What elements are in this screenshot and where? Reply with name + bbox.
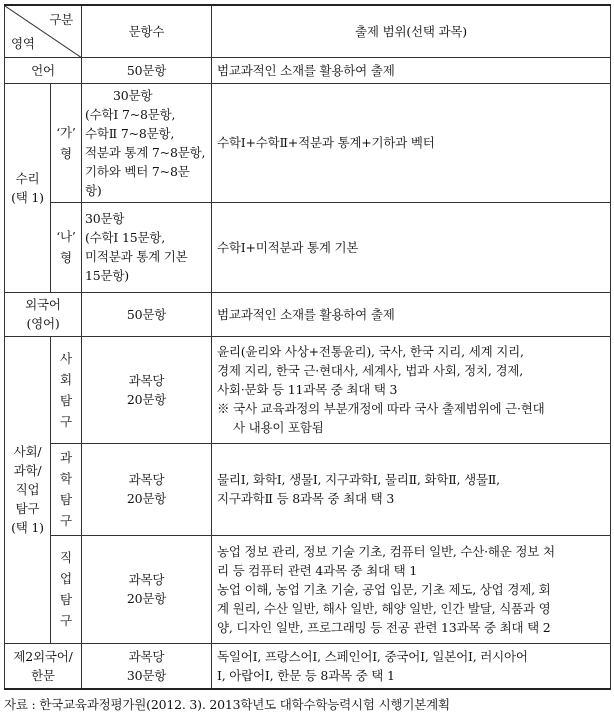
- scope-suri-na: 수학Ⅰ+미적분과 통계 기본: [212, 202, 611, 292]
- scope-line: 리 등 컴퓨터 관련 4과목 중 최대 택 1: [217, 562, 418, 578]
- area-tamgu-line: 탐구: [15, 501, 40, 516]
- area-foreign-line1: 외국어: [25, 297, 61, 312]
- count-line: 30문항: [85, 211, 125, 226]
- sub-char: 탐: [60, 592, 72, 607]
- source-note: 자료 : 한국교육과정평가원(2012. 3). 2013학년도 대학수학능력시험 시행기본계획: [4, 697, 450, 712]
- area-second-lang-line1: 제2외국어/: [13, 648, 73, 664]
- count-vocational: [82, 535, 212, 643]
- count-second-lang: [82, 643, 212, 689]
- sub-char: 업: [60, 571, 72, 586]
- scope-eoneo: 범교과적인 소재를 활용하여 출제: [212, 57, 611, 83]
- table-row-vocational: [5, 535, 611, 643]
- sub-char: 회: [60, 371, 72, 387]
- count-line: 기하와 벡터 7~8문항): [85, 163, 190, 198]
- count-line: 과목당: [128, 572, 165, 587]
- scope-line: 농업 정보 관리, 정보 기술 기초, 컴퓨터 일반, 수산·해운 정보 처: [217, 543, 555, 559]
- header-area: 영역: [11, 35, 35, 51]
- area-eoneo: 언어: [5, 57, 82, 83]
- count-line: 과목당: [128, 472, 165, 487]
- count-line: 미적분과 통계 기본: [85, 249, 188, 264]
- sub-char: 구: [60, 613, 72, 628]
- count-foreign: 50문항: [82, 292, 212, 336]
- area-tamgu-line: (택 1): [11, 520, 44, 535]
- sub-science: [51, 443, 82, 535]
- count-suri-na: [82, 202, 212, 292]
- count-line: 과목당: [128, 372, 165, 388]
- scope-suri-ga: 수학Ⅰ+수학Ⅱ+적분과 통계+기하과 벡터: [212, 83, 611, 202]
- sub-char: 탐: [60, 492, 72, 507]
- scope-line: 양, 디자인 일반, 프로그래밍 등 전공 관련 13과목 중 최대 택 2: [217, 619, 551, 635]
- count-line: (수학Ⅰ 15문항,: [85, 230, 165, 245]
- scope-line: 물리Ⅰ, 화학Ⅰ, 생물Ⅰ, 지구과학Ⅰ, 물리Ⅱ, 화학Ⅱ, 생물Ⅱ,: [217, 472, 500, 487]
- sub-char: 탐: [60, 392, 72, 408]
- count-suri-ga: [82, 83, 212, 202]
- area-foreign-line2: (영어): [26, 316, 60, 331]
- header-scope: 출제 범위(선택 과목): [212, 5, 611, 57]
- area-second-lang: [5, 643, 82, 689]
- scope-foreign: 범교과적인 소재를 활용하여 출제: [212, 292, 611, 336]
- sub-char: 구: [60, 413, 72, 429]
- type-na: [51, 202, 82, 292]
- sub-char: 과: [60, 450, 72, 465]
- count-line: 수학Ⅱ 7~8문항,: [85, 125, 175, 141]
- type-ga: [51, 83, 82, 202]
- scope-line: 경제 지리, 한국 근·현대사, 세계사, 법과 사회, 정치, 경제,: [217, 363, 523, 378]
- area-foreign: [5, 292, 82, 336]
- count-line: 20문항: [126, 591, 167, 606]
- table-row-science: [5, 443, 611, 535]
- count-eoneo: 50문항: [82, 57, 212, 83]
- header-gubun: 구분: [49, 12, 73, 27]
- scope-second-lang: [212, 643, 611, 689]
- scope-line: 지구과학Ⅱ 등 8과목 중 최대 택 3: [217, 491, 395, 506]
- count-science: [82, 443, 212, 535]
- count-line: 20문항: [126, 491, 167, 506]
- scope-line: 사 내용이 포함됨: [233, 420, 324, 435]
- type-ga-line1: ‘가’: [56, 124, 76, 140]
- exam-scope-table: [4, 4, 611, 690]
- sub-social: [51, 336, 82, 443]
- count-line: (수학Ⅰ 7~8문항,: [85, 106, 176, 122]
- type-ga-line2: 형: [60, 145, 72, 161]
- table-row-social: [5, 336, 611, 443]
- table-row-suri-ga: [5, 83, 611, 202]
- area-second-lang-line2: 한문: [31, 667, 55, 683]
- count-line: 20문항: [126, 391, 167, 407]
- area-tamgu-line: 직업: [15, 482, 40, 497]
- count-social: [82, 336, 212, 443]
- header-row: [5, 5, 611, 57]
- scope-line: 사회·문화 등 11과목 중 최대 택 3: [217, 382, 398, 397]
- area-suri: [5, 83, 51, 292]
- scope-line: 독일어Ⅰ, 프랑스어Ⅰ, 스페인어Ⅰ, 중국어Ⅰ, 일본어Ⅰ, 러시아어: [217, 648, 528, 664]
- count-line: 적분과 통계 7~8문항,: [85, 144, 206, 160]
- table-row-second-lang: [5, 643, 611, 689]
- header-count: 문항수: [82, 5, 212, 57]
- area-tamgu: [5, 336, 51, 643]
- sub-char: 사: [60, 350, 72, 366]
- table-row-suri-na: [5, 202, 611, 292]
- sub-char: 직: [60, 550, 72, 565]
- scope-social: [212, 336, 611, 443]
- count-line: 과목당: [128, 648, 165, 664]
- scope-line: Ⅰ, 아랍어Ⅰ, 한문 등 8과목 중 택 1: [217, 667, 395, 683]
- scope-line: 윤리(윤리와 사상+전통윤리), 국사, 한국 지리, 세계 지리,: [217, 344, 524, 359]
- scope-line: 계 원리, 수산 일반, 해사 일반, 해양 일반, 인간 발달, 식품과 영: [217, 600, 551, 616]
- type-na-line1: ‘나’: [56, 229, 76, 244]
- scope-line: 농업 이해, 농업 기초 기술, 공업 입문, 기초 제도, 상업 경제, 회: [217, 581, 551, 597]
- table-row-eoneo: [5, 57, 611, 83]
- scope-science: [212, 443, 611, 535]
- count-line: 15문항): [85, 268, 129, 283]
- scope-line: ※ 국사 교육과정의 부분개정에 따라 국사 출제범위에 근·현대: [217, 401, 545, 416]
- area-suri-line1: 수리: [15, 170, 40, 186]
- area-tamgu-line: 사회/: [13, 444, 42, 459]
- count-line: 30문항: [126, 667, 167, 683]
- count-line: 30문항: [113, 87, 153, 103]
- sub-vocational: [51, 535, 82, 643]
- scope-vocational: [212, 535, 611, 643]
- sub-char: 학: [60, 471, 72, 486]
- area-suri-line2: (택 1): [11, 189, 44, 205]
- header-corner-cell: [5, 5, 82, 57]
- area-tamgu-line: 과학/: [13, 463, 42, 478]
- type-na-line2: 형: [60, 250, 72, 265]
- sub-char: 구: [60, 513, 72, 528]
- table-row-foreign: [5, 292, 611, 336]
